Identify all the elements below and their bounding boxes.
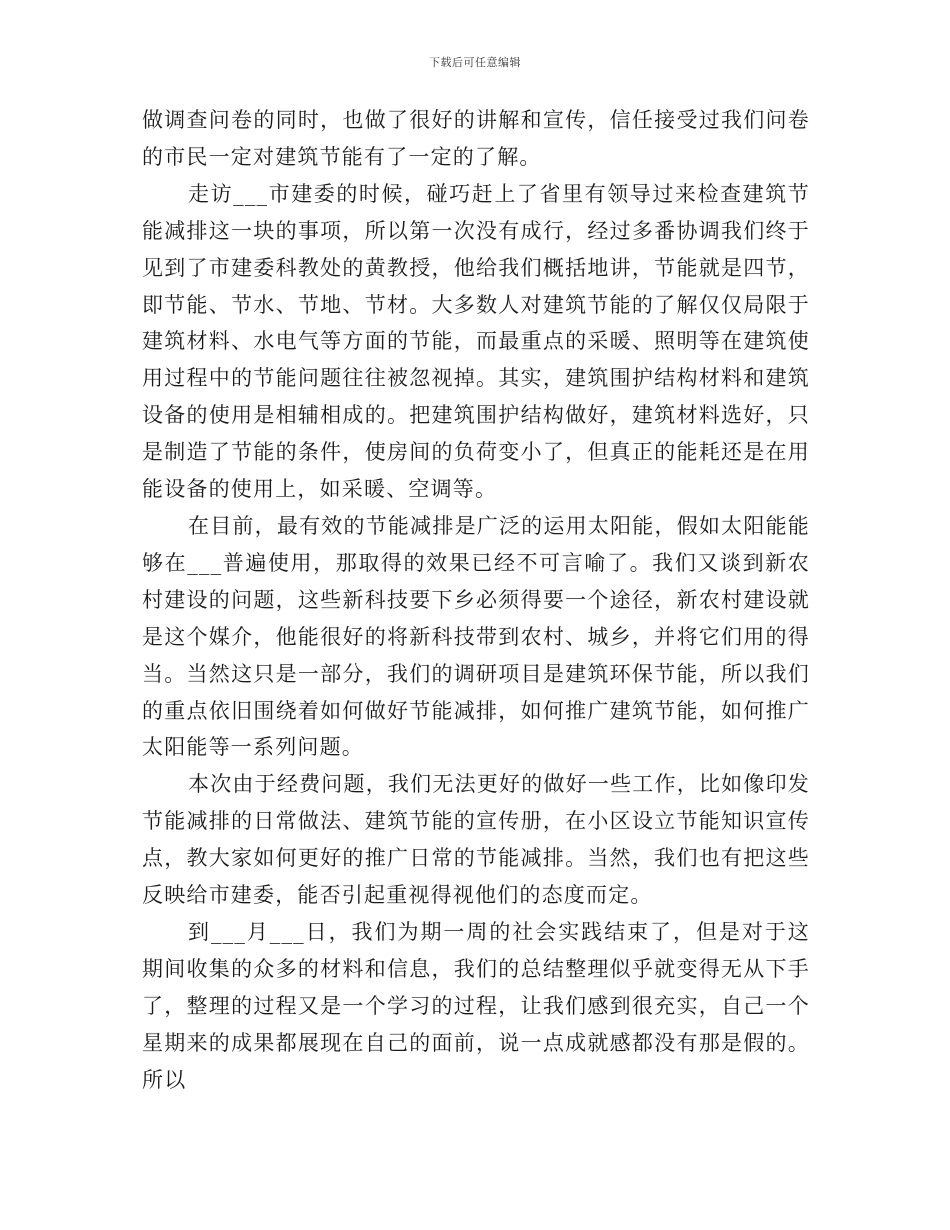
paragraph-3: 在目前，最有效的节能减排是广泛的运用太阳能，假如太阳能能够在___普遍使用，那取得的效果已经不可言喻了。我们又谈到新农村建设的问题，这些新科技要下乡必须得要一个途径，新农村建设就是这个媒介，他能很好的将新科技带到农村、城乡，并将它们用的得当。当然这只是一部分，我们的调研项目是建筑环保节能，所以我们的重点依旧围绕着如何做好节能减排，如何推广建筑节能，如何推广太阳能等一系列问题。: [142, 513, 810, 760]
document-body: [142, 102, 810, 1098]
paragraph-1: 做调查问卷的同时，也做了很好的讲解和宣传，信任接受过我们问卷的市民一定对建筑节能有了一定的了解。: [142, 108, 810, 169]
paragraph-5: 到___月___日，我们为期一周的社会实践结束了，但是对于这期间收集的众多的材料和信息，我们的总结整理似乎就变得无从下手了，整理的过程又是一个学习的过程，让我们感到很充实，自己一个星期来的成果都展现在自己的面前，说一点成就感都没有那是假的。所以: [142, 919, 810, 1092]
paragraph-2: 走访___市建委的时候，碰巧赶上了省里有领导过来检查建筑节能减排这一块的事项，所以第一次没有成行，经过多番协调我们终于见到了市建委科教处的黄教授，他给我们概括地讲，节能就是四节，即节能、节水、节地、节材。大多数人对建筑节能的了解仅仅局限于建筑材料、水电气等方面的节能，而最重点的采暖、照明等在建筑使用过程中的节能问题往往被忽视掉。其实，建筑围护结构材料和建筑设备的使用是相辅相成的。把建筑围护结构做好，建筑材料选好，只是制造了节能的条件，使房间的负荷变小了，但真正的能耗还是在用能设备的使用上，如采暖、空调等。: [142, 181, 810, 502]
page-header: 下载后可任意编辑: [429, 56, 521, 69]
paragraph-4: 本次由于经费问题，我们无法更好的做好一些工作，比如像印发节能减排的日常做法、建筑节能的宣传册，在小区设立节能知识宣传点，教大家如何更好的推广日常的节能减排。当然，我们也有把这些反映给市建委，能否引起重视得视他们的态度而定。: [142, 772, 810, 908]
